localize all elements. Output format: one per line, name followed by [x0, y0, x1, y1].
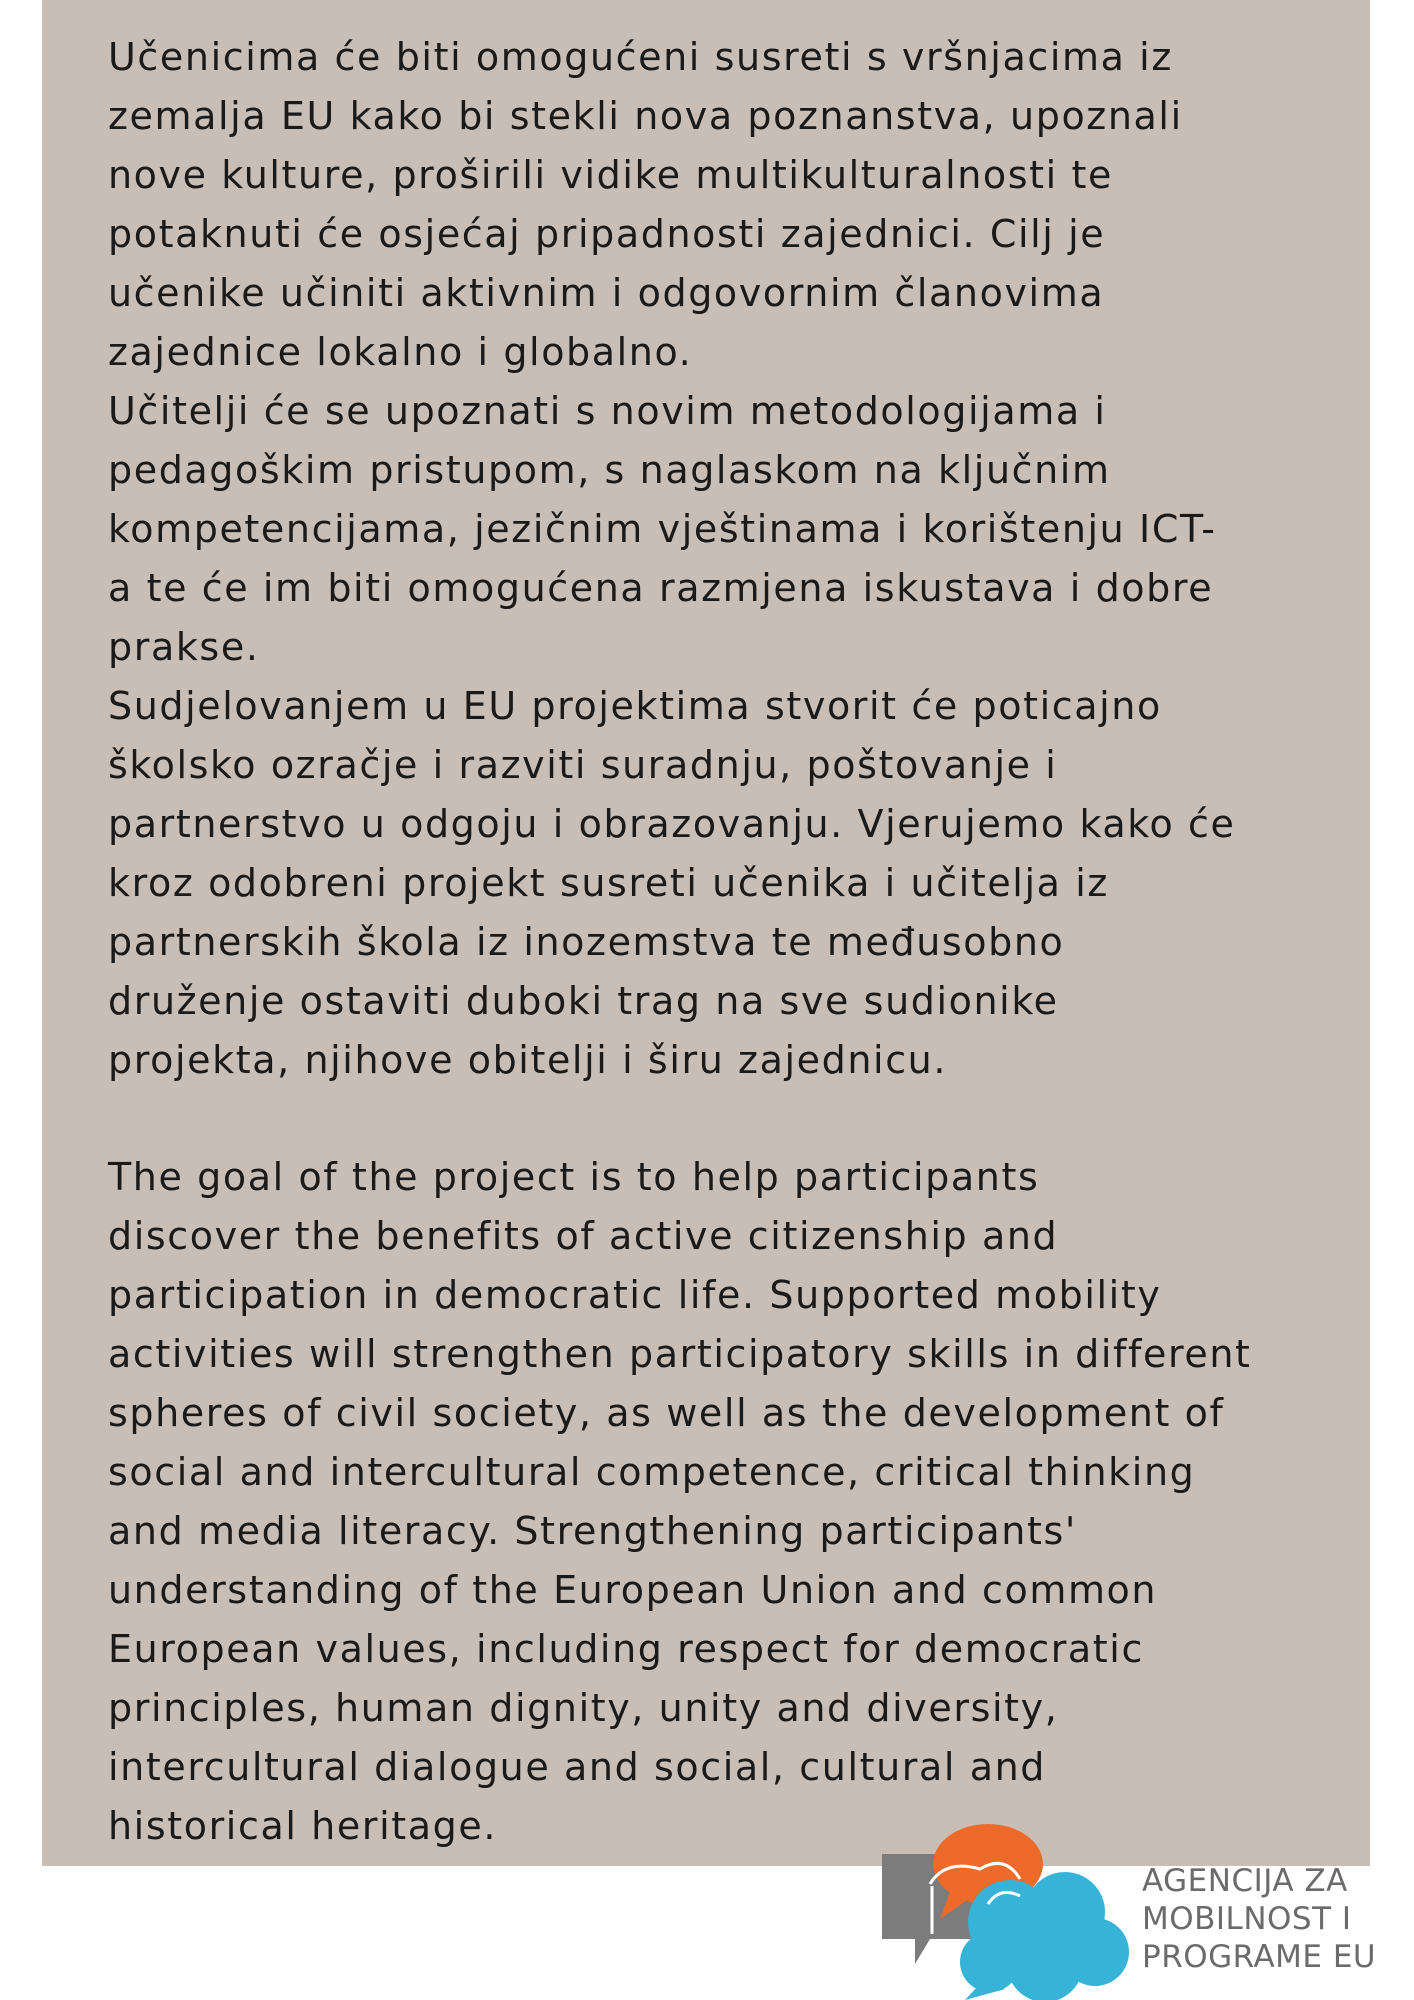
speech-bubbles-icon [870, 1824, 1140, 2000]
text-panel [42, 0, 1370, 1866]
agency-name-line: MOBILNOST I [1142, 1901, 1352, 1937]
english-paragraph: The goal of the project is to help participants discover the benefits of active citizenship and participation in democratic life. Supported mobility activities will strengthen participatory skills in different spheres of civil society, as well as the development of social and intercultural competence, critical thinking and media literacy. Strengthening participants' understanding of the European Union and common European values, including respect for democratic principles, human dignity, unity and diversity, intercultural dialogue and social, cultural and historical heritage. [108, 1155, 1252, 1848]
croatian-paragraphs: Učenicima će biti omogućeni susreti s vršnjacima iz zemalja EU kako bi stekli nova poznanstva, upoznali nove kulture, proširili vidike multikulturalnosti te potaknuti će osjećaj pripadnosti zajednici. Cilj je učenike učiniti aktivnim i odgovornim članovima zajednice lokalno i globalno. Učitelji će se upoznati s novim metodologijama i pedagoškim pristupom, s naglaskom na ključnim kompetencijama, jezičnim vještinama i korištenju ICT- a te će im biti omogućena razmjena iskustava i dobre prakse. Sudjelovanjem u EU projektima stvorit će poticajno školsko ozračje i razviti suradnju, poštovanje i partnerstvo u odgoju i obrazovanju. Vjerujemo kako će kroz odobreni projekt susreti učenika i učitelja iz partnerskih škola iz inozemstva te međusobno druženje ostaviti duboki trag na sve sudionike projekta, njihove obitelji i širu zajednicu. [108, 35, 1236, 1082]
agency-logo [870, 1824, 1390, 2000]
agency-name [1142, 1862, 1376, 1976]
agency-name-line: AGENCIJA ZA [1142, 1863, 1348, 1899]
agency-name-line: PROGRAME EU [1142, 1939, 1377, 1975]
